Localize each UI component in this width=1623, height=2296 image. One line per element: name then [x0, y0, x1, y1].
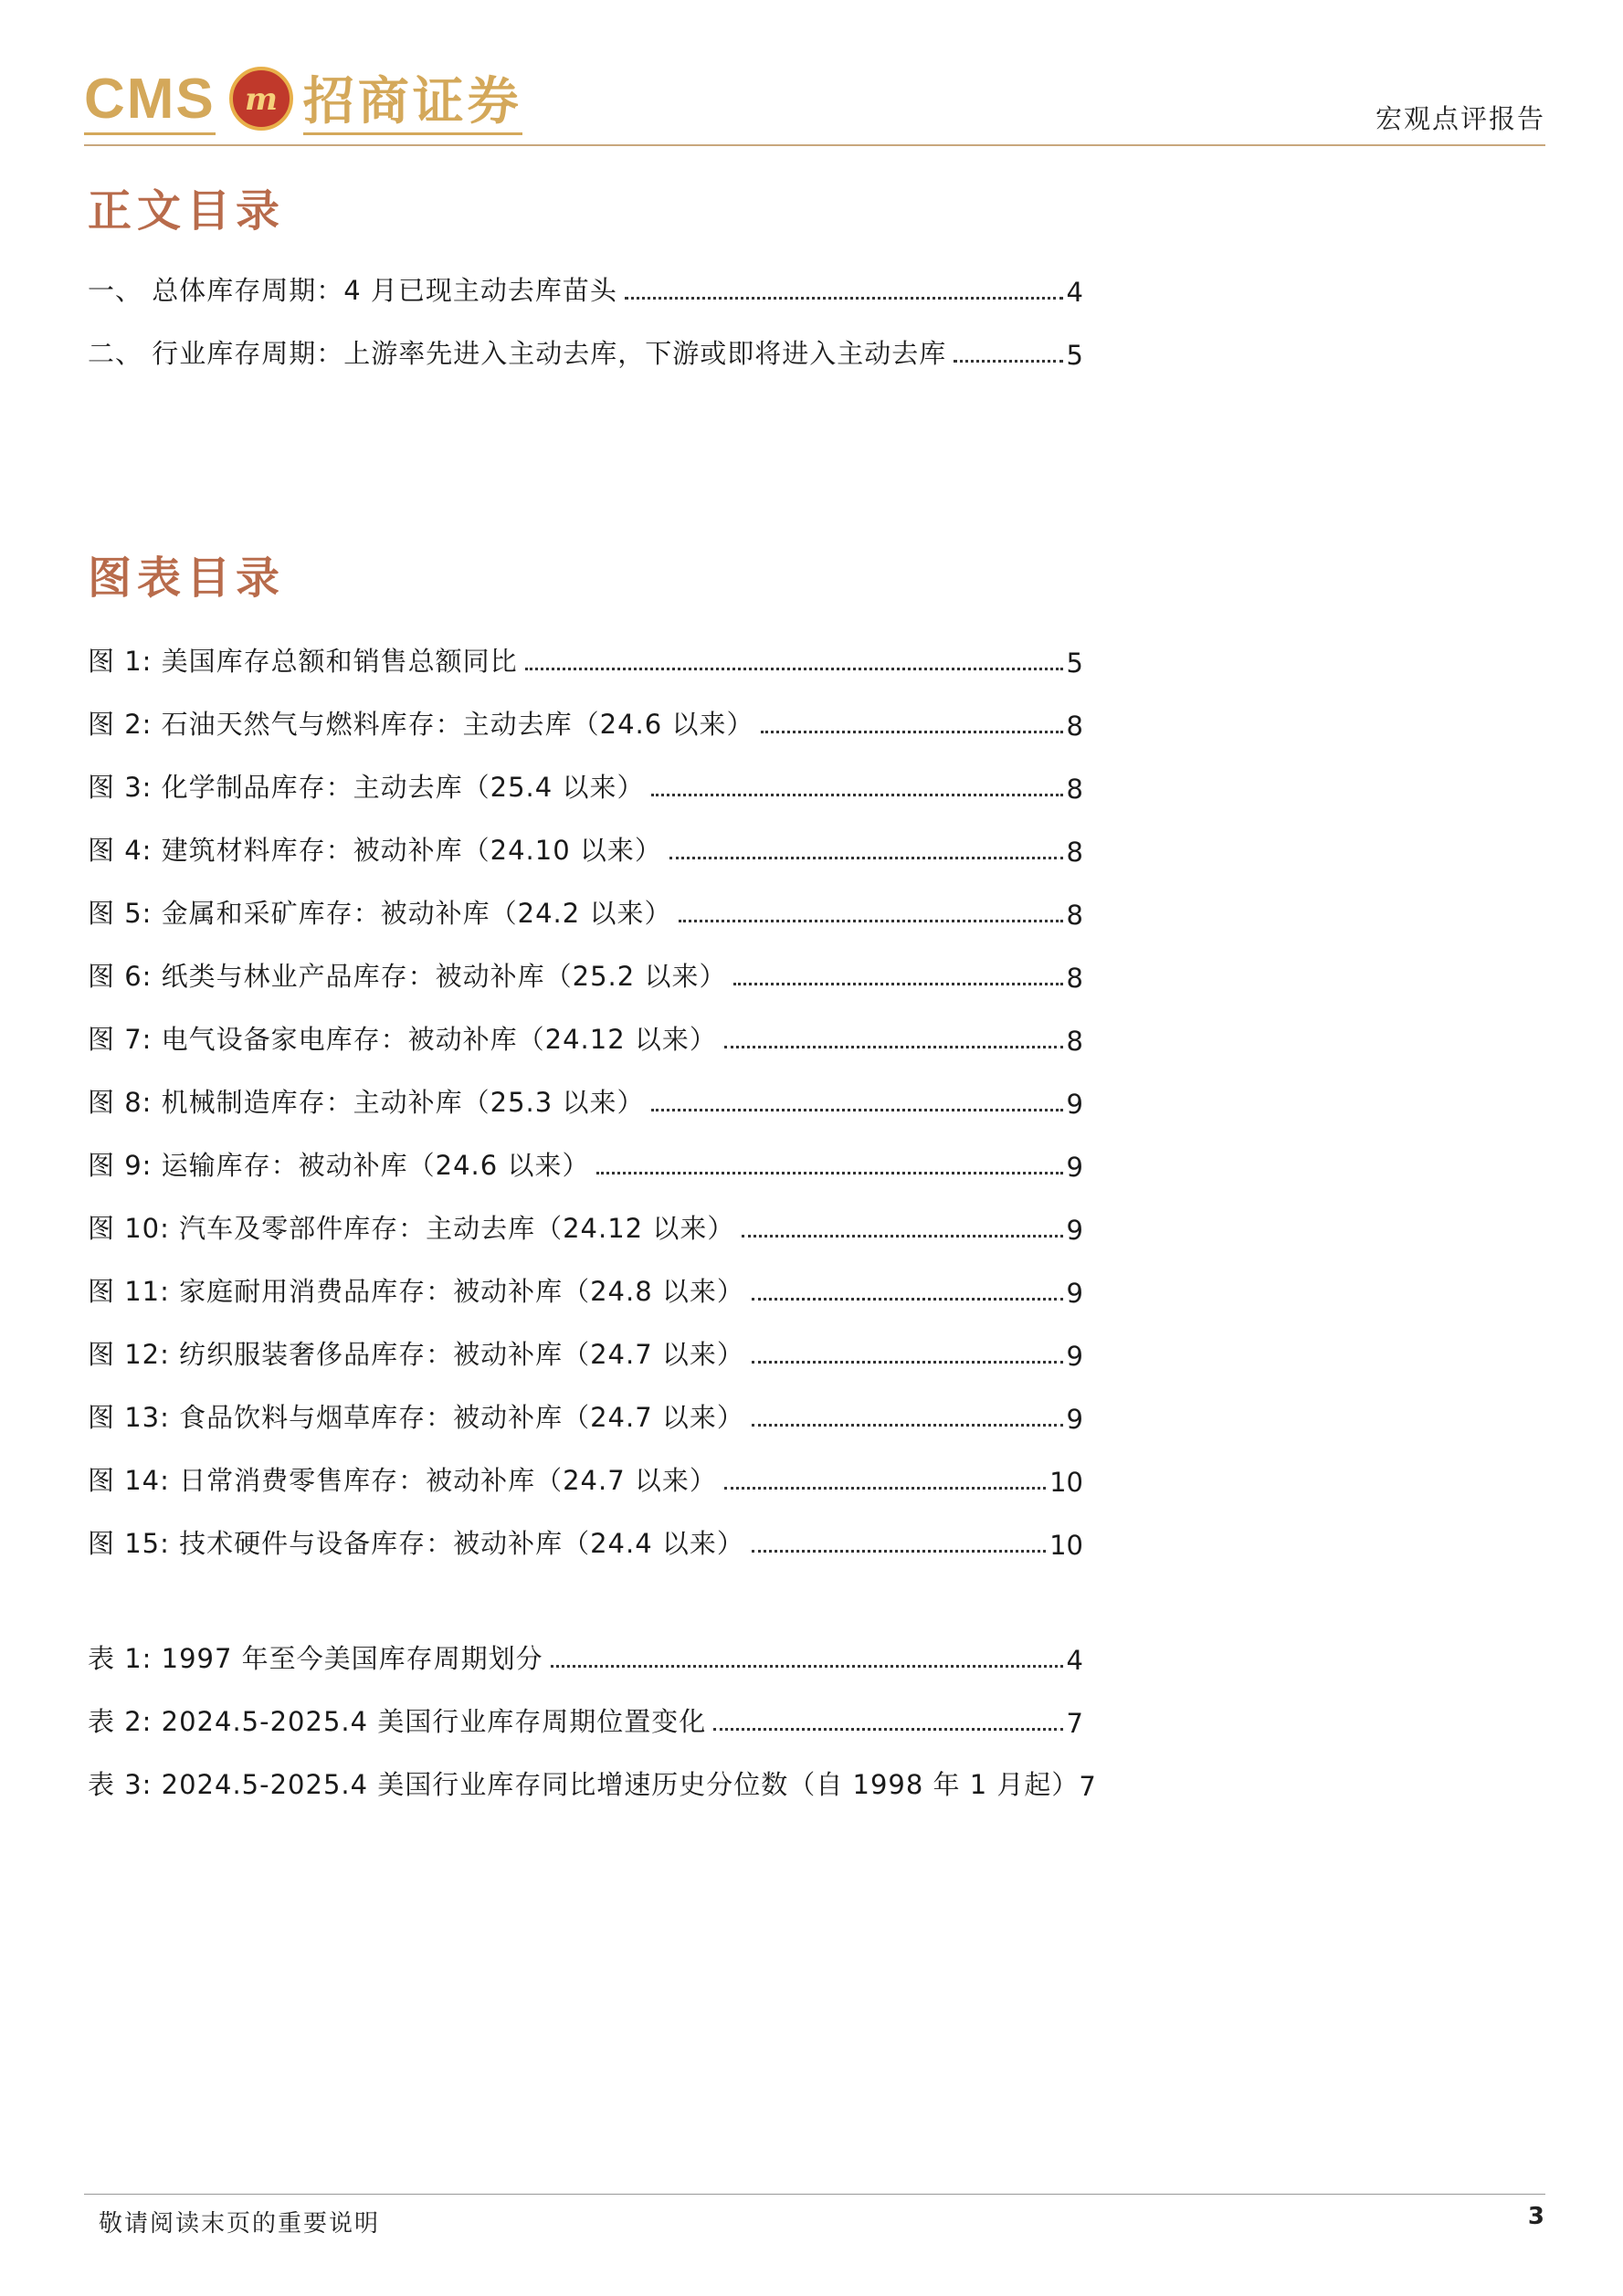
- figure-entry[interactable]: [88, 1309, 1083, 1372]
- table-entry-text: 表 3: 2024.5-2025.4 美国行业库存同比增速历史分位数（自 1998 年 1 月起）: [88, 1769, 1080, 1800]
- figure-entry-page: 10: [1049, 1530, 1083, 1561]
- figure-entry[interactable]: [88, 994, 1083, 1057]
- page-header: [84, 53, 1545, 144]
- table-entry-text: 表 2: 2024.5-2025.4 美国行业库存周期位置变化: [88, 1706, 707, 1737]
- dot-leader: [742, 1235, 1062, 1238]
- dot-leader: [679, 920, 1062, 922]
- logo-cms-text: CMS: [84, 71, 216, 135]
- figure-entry[interactable]: [88, 1498, 1083, 1561]
- svg-text:m: m: [244, 81, 278, 118]
- figure-entry-text: 图 1: 美国库存总额和销售总额同比: [88, 646, 518, 677]
- table-entry[interactable]: [88, 1613, 1083, 1676]
- dot-leader: [752, 1550, 1046, 1553]
- report-type-label: 宏观点评报告: [1375, 103, 1545, 134]
- table-entry-text: 表 1: 1997 年至今美国库存周期划分: [88, 1643, 543, 1674]
- figure-entry[interactable]: [88, 1183, 1083, 1246]
- figure-entry[interactable]: [88, 805, 1083, 868]
- figure-entry-page: 8: [1066, 963, 1083, 994]
- dot-leader: [752, 1298, 1063, 1301]
- dot-leader: [752, 1424, 1063, 1427]
- figure-entry-text: 图 6: 纸类与林业产品库存：被动补库（25.2 以来）: [88, 961, 727, 992]
- figure-entry[interactable]: [88, 931, 1083, 994]
- figure-entry-page: 9: [1066, 1341, 1083, 1372]
- table-entry-page: 7: [1066, 1708, 1083, 1739]
- table-toc-list: [88, 1613, 1096, 1802]
- figure-entry-page: 9: [1066, 1215, 1083, 1246]
- figure-entry-page: 8: [1066, 1026, 1083, 1057]
- figure-entry-text: 图 5: 金属和采矿库存：被动补库（24.2 以来）: [88, 898, 672, 929]
- toc-entry[interactable]: [88, 245, 1083, 308]
- toc-entry-text: 一、 总体库存周期：4 月已现主动去库苗头: [88, 275, 617, 306]
- figure-entry-page: 9: [1066, 1404, 1083, 1435]
- figure-entry-text: 图 15: 技术硬件与设备库存：被动补库（24.4 以来）: [88, 1528, 744, 1559]
- figure-toc-list: [88, 616, 1083, 1561]
- figure-entry-page: 5: [1066, 648, 1083, 679]
- figure-entry[interactable]: [88, 616, 1083, 679]
- dot-leader: [596, 1172, 1062, 1174]
- figure-toc-title: 图表目录: [88, 553, 286, 604]
- figure-entry-page: 8: [1066, 774, 1083, 805]
- figure-entry-text: 图 8: 机械制造库存：主动补库（25.3 以来）: [88, 1087, 645, 1118]
- figure-entry-page: 9: [1066, 1152, 1083, 1183]
- dot-leader: [625, 297, 1063, 300]
- figure-entry[interactable]: [88, 1057, 1083, 1120]
- figure-entry-text: 图 4: 建筑材料库存：被动补库（24.10 以来）: [88, 835, 662, 866]
- figure-entry[interactable]: [88, 742, 1083, 805]
- figure-entry-text: 图 12: 纺织服装奢侈品库存：被动补库（24.7 以来）: [88, 1339, 744, 1370]
- figure-entry-page: 10: [1049, 1467, 1083, 1498]
- toc-entry-page: 5: [1066, 340, 1083, 371]
- dot-leader: [525, 668, 1063, 670]
- main-toc-title: 正文目录: [88, 185, 286, 237]
- figure-entry[interactable]: [88, 1435, 1083, 1498]
- figure-entry-text: 图 14: 日常消费零售库存：被动补库（24.7 以来）: [88, 1465, 717, 1496]
- toc-entry[interactable]: [88, 308, 1083, 371]
- dot-leader: [724, 1487, 1046, 1490]
- dot-leader: [733, 983, 1062, 985]
- figure-entry-page: 9: [1066, 1089, 1083, 1120]
- figure-entry-text: 图 3: 化学制品库存：主动去库（25.4 以来）: [88, 772, 645, 803]
- header-divider: [84, 144, 1545, 146]
- table-entry[interactable]: [88, 1676, 1083, 1739]
- figure-entry-text: 图 11: 家庭耐用消费品库存：被动补库（24.8 以来）: [88, 1276, 744, 1307]
- figure-entry-text: 图 13: 食品饮料与烟草库存：被动补库（24.7 以来）: [88, 1402, 744, 1433]
- figure-entry[interactable]: [88, 868, 1083, 931]
- main-toc-list: [88, 245, 1083, 371]
- cms-logo: [84, 53, 522, 135]
- footer-disclaimer: 敬请阅读末页的重要说明: [99, 2210, 381, 2238]
- dot-leader: [551, 1665, 1063, 1668]
- figure-entry-text: 图 2: 石油天然气与燃料库存：主动去库（24.6 以来）: [88, 709, 754, 740]
- figure-entry-page: 8: [1066, 711, 1083, 742]
- toc-entry-page: 4: [1066, 277, 1083, 308]
- figure-entry-page: 8: [1066, 900, 1083, 931]
- dot-leader: [954, 360, 1062, 363]
- figure-entry[interactable]: [88, 1120, 1083, 1183]
- logo-badge-icon: [228, 66, 294, 132]
- dot-leader: [651, 1109, 1062, 1111]
- toc-entry-text: 二、 行业库存周期：上游率先进入主动去库，下游或即将进入主动去库: [88, 338, 947, 369]
- figure-entry[interactable]: [88, 1372, 1083, 1435]
- dot-leader: [669, 857, 1063, 859]
- figure-entry-page: 9: [1066, 1278, 1083, 1309]
- dot-leader: [761, 731, 1062, 733]
- figure-entry-page: 8: [1066, 837, 1083, 868]
- dot-leader: [651, 794, 1062, 796]
- dot-leader: [752, 1361, 1063, 1364]
- table-entry-page: 7: [1079, 1771, 1096, 1802]
- figure-entry[interactable]: [88, 1246, 1083, 1309]
- figure-entry-text: 图 9: 运输库存：被动补库（24.6 以来）: [88, 1150, 590, 1181]
- table-entry-page: 4: [1066, 1645, 1083, 1676]
- table-entry[interactable]: [88, 1739, 1096, 1802]
- footer-divider: [84, 2194, 1545, 2195]
- figure-entry[interactable]: [88, 679, 1083, 742]
- dot-leader: [713, 1728, 1062, 1731]
- page-number: 3: [1527, 2203, 1544, 2230]
- logo-chinese-text: 招商证券: [303, 77, 522, 135]
- figure-entry-text: 图 10: 汽车及零部件库存：主动去库（24.12 以来）: [88, 1213, 735, 1244]
- figure-entry-text: 图 7: 电气设备家电库存：被动补库（24.12 以来）: [88, 1024, 717, 1055]
- dot-leader: [724, 1046, 1063, 1048]
